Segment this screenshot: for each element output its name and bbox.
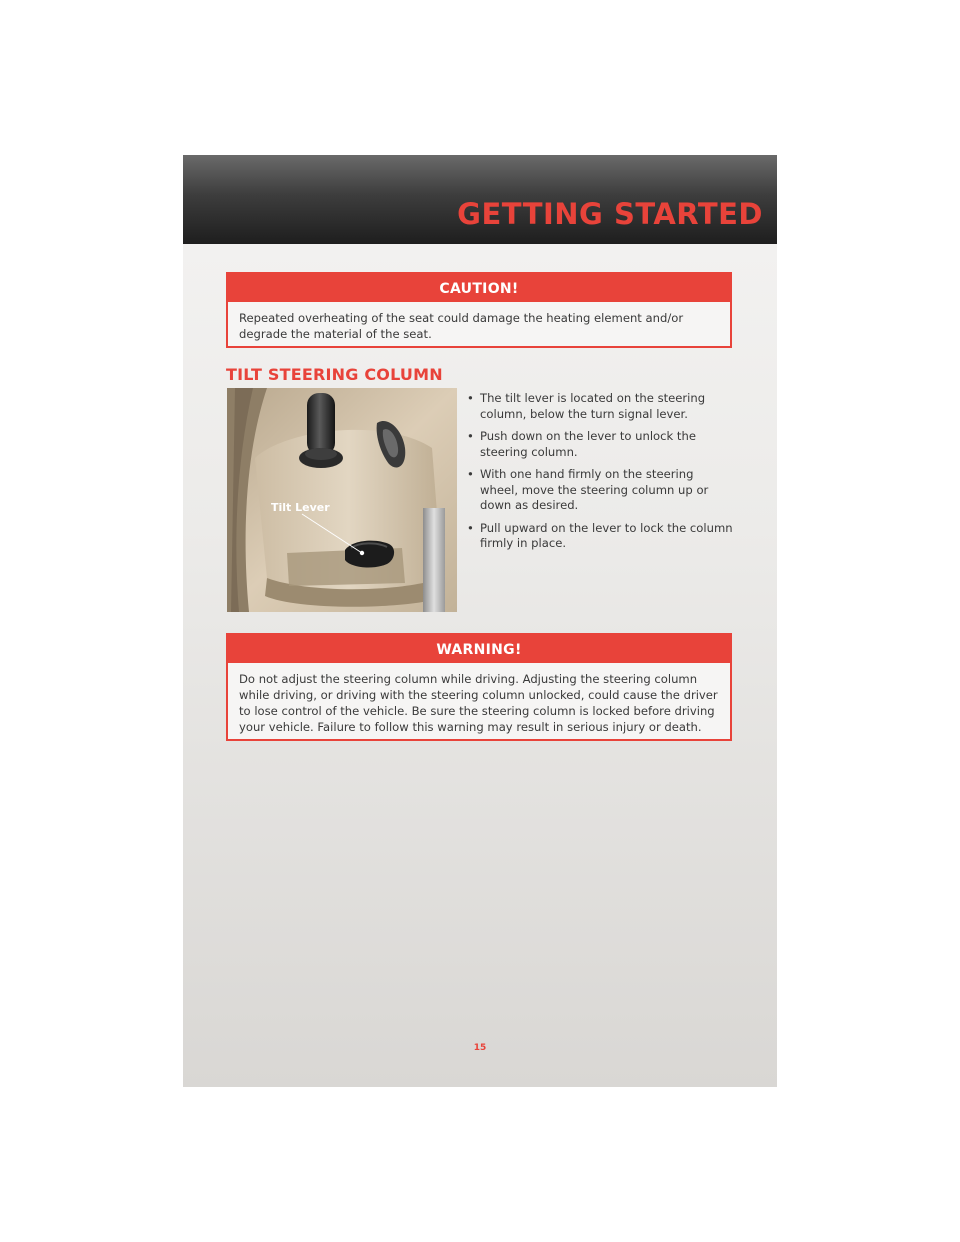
instruction-list <box>465 391 735 559</box>
caution-text: Repeated overheating of the seat could damage the heating element and/or degrade the material of the seat. <box>239 311 684 341</box>
warning-box <box>226 633 732 741</box>
list-item: • Pull upward on the lever to lock the column firmly in place. <box>467 520 733 550</box>
section-heading: TILT STEERING COLUMN <box>226 365 443 384</box>
caution-box <box>226 272 732 348</box>
warning-text: Do not adjust the steering column while driving. Adjusting the steering column while driving, or driving with the steering column unlocked, could cause the driver to lose control of the vehicle. Be sure the steering column is locked before driving your vehicle. Failure to follow this warning may result in serious injury or death. <box>239 672 718 734</box>
section-title: GETTING STARTED <box>457 197 763 231</box>
tilt-lever-label: Tilt Lever <box>271 501 330 514</box>
list-item: • With one hand firmly on the steering wheel, move the steering column up or down as desired. <box>467 467 709 512</box>
steering-column-illustration <box>227 388 457 612</box>
caution-heading: CAUTION! <box>228 274 730 302</box>
list-item: • Push down on the lever to unlock the steering column. <box>467 429 696 459</box>
page-number: 15 <box>473 1043 487 1053</box>
header-band <box>183 155 777 244</box>
tilt-lever-photo <box>227 388 457 612</box>
warning-heading: WARNING! <box>228 635 730 663</box>
list-item: • The tilt lever is located on the steering column, below the turn signal lever. <box>467 391 706 421</box>
manual-page <box>183 155 777 1087</box>
